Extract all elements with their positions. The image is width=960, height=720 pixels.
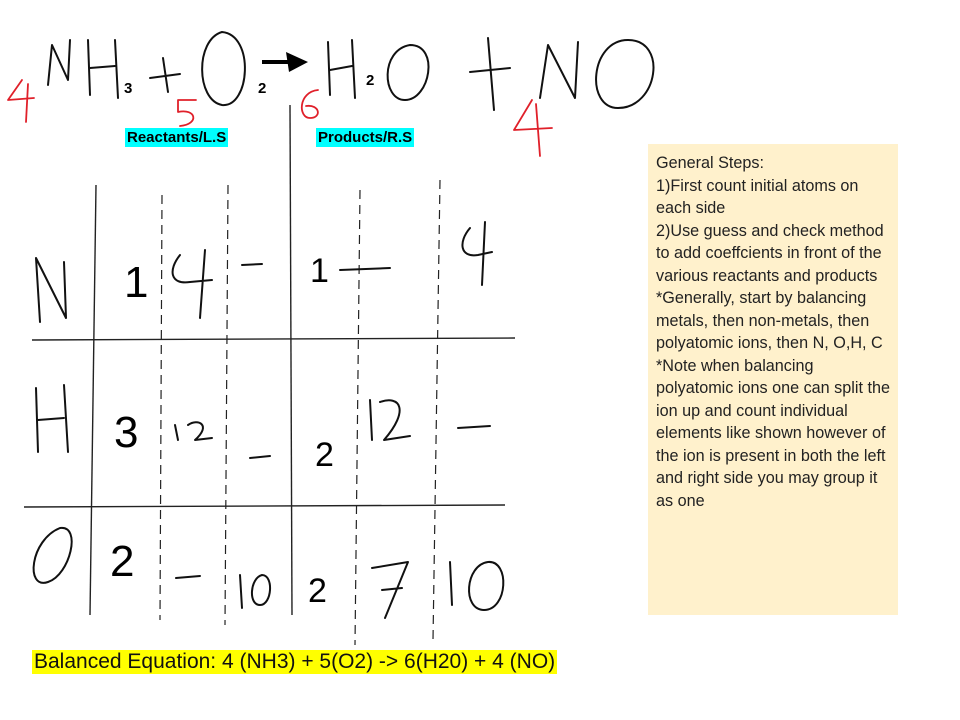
coef-6-h2o [302,90,318,118]
hw-element-h [36,385,68,452]
hw-plus-2 [470,38,510,110]
hw-o-o2 [202,32,245,105]
count-n-product: 1 [310,252,329,290]
count-h-reactant: 3 [114,408,139,457]
hw-n-left-4 [173,250,212,318]
dash-line-2 [225,185,228,625]
count-o-product: 2 [308,572,327,610]
subscript-o2: 2 [258,80,267,97]
count-n-reactant: 1 [124,258,149,307]
subscript-nh3: 3 [124,80,133,97]
atom-table-grid [24,105,515,645]
grid-line-center [290,105,292,615]
hw-h-left-dash [250,456,270,458]
coef-5-o2 [178,100,196,126]
coef-4-no [514,100,552,156]
steps-line-1: 1)First count initial atoms on each side [656,176,859,217]
hw-o-left-dash [176,576,200,578]
reaction-arrow-head [286,52,308,72]
steps-line-2: 2)Use guess and check method to add coeffcients in front of the various reactants and products [656,221,884,285]
subscript-h2o: 2 [366,72,375,89]
hw-o-h2o [388,45,429,100]
balanced-equation: Balanced Equation: 4 (NH3) + 5(O2) -> 6(H20) + 4 (NO) [34,650,556,673]
coef-4-nh3 [8,80,34,122]
grid-line-left [90,185,96,615]
hw-o-no [596,40,653,108]
general-steps-note [648,144,898,615]
hw-h-h2o [328,40,355,98]
hw-element-n [36,258,66,322]
hw-n-right-4 [462,222,492,285]
count-o-reactant: 2 [110,537,135,586]
handwritten-counts [173,222,504,618]
steps-line-3: *Generally, start by balancing metals, then non-metals, then polyatomic ions, then N, O,H, C [656,289,883,352]
hw-o-right-10 [450,562,503,610]
dash-line-1 [160,195,162,620]
grid-line-row-2 [24,505,505,507]
steps-heading: General Steps: [656,154,764,172]
hw-o-left-10 [240,575,270,608]
products-label: Products/R.S [318,129,413,146]
hw-n-right-dash [340,268,390,270]
grid-line-row-1 [32,338,515,340]
hw-h-nh3 [88,40,118,98]
hw-n-left-dash [242,264,262,265]
count-h-product: 2 [315,436,334,474]
hw-n-nh3 [48,40,70,85]
reactants-label: Reactants/L.S [127,129,227,146]
equation-handwriting [48,32,653,110]
dash-line-4 [433,180,440,640]
hw-plus-1 [150,58,180,92]
hw-h-right-dash [458,426,490,428]
hw-h-left-12 [175,422,212,440]
element-letters [34,258,72,583]
hw-h-right-12 [370,400,410,440]
hw-element-o [34,528,72,583]
steps-line-4: *Note when balancing polyatomic ions one can split the ion up and count individual elements like shown however of the ion is present in both the left and right side you may group it as one [656,356,890,510]
dash-line-3 [355,190,360,645]
hw-n-no [540,42,578,98]
hw-o-right-7 [372,562,408,618]
